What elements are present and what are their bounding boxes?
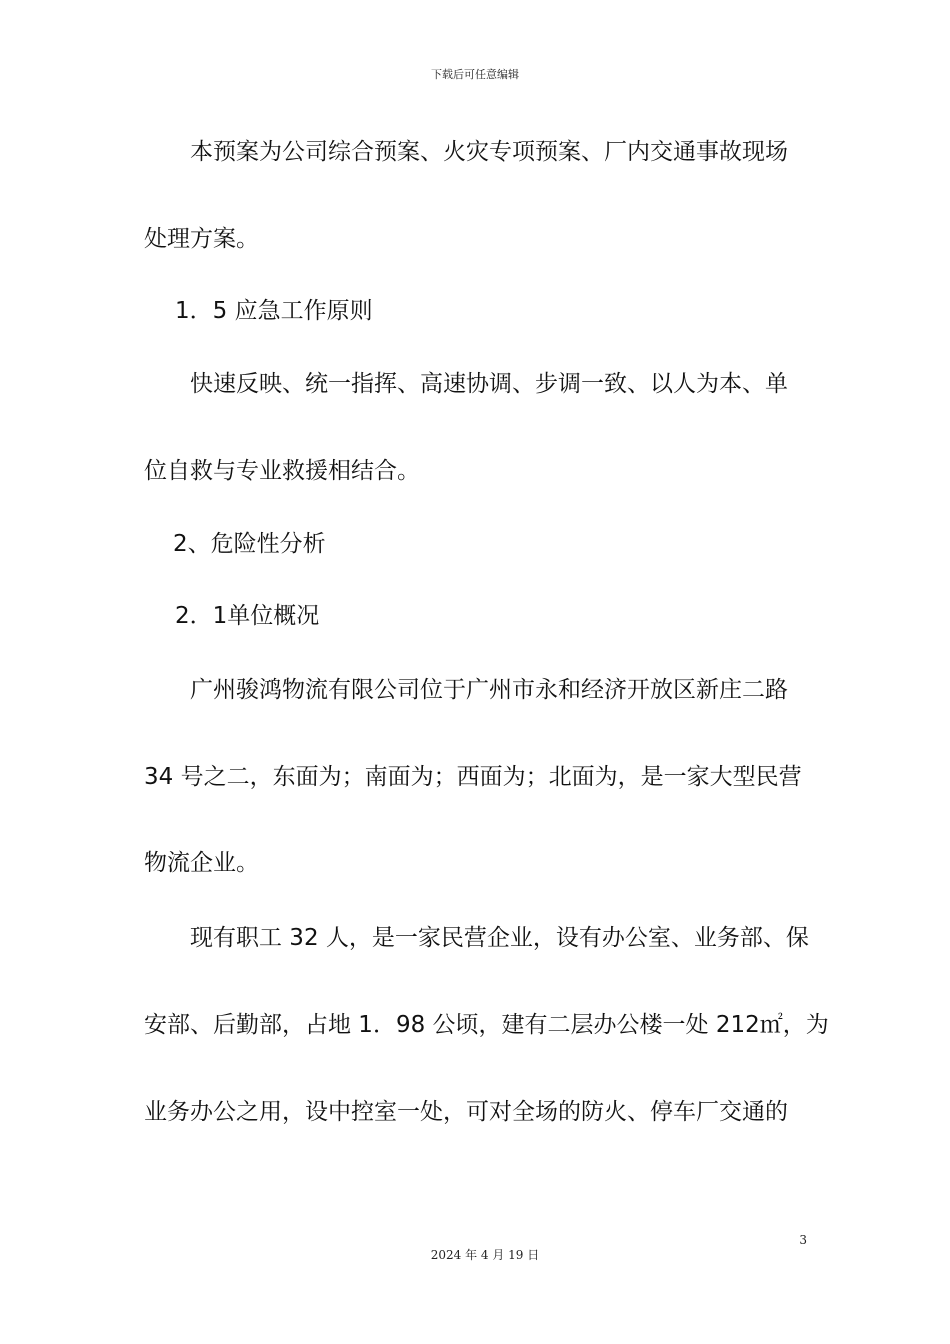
section-heading-2: 2、危险性分析: [173, 531, 326, 557]
paragraph-line-6: 34 号之二，东面为；南面为；西面为；北面为，是一家大型民营: [144, 764, 802, 790]
paragraph-line-5: 广州骏鸿物流有限公司位于广州市永和经济开放区新庄二路: [190, 677, 788, 703]
paragraph-line-3: 快速反映、统一指挥、高速协调、步调一致、以人为本、单: [190, 371, 788, 397]
section-heading-1-5: 1．5 应急工作原则: [175, 298, 373, 324]
paragraph-line-2: 处理方案。: [144, 226, 259, 252]
paragraph-line-4: 位自救与专业救援相结合。: [144, 458, 420, 484]
footer-date: 2024 年 4 月 19 日: [430, 1248, 540, 1262]
paragraph-line-10: 业务办公之用，设中控室一处，可对全场的防火、停车厂交通的: [144, 1099, 788, 1125]
paragraph-line-8: 现有职工 32 人，是一家民营企业，设有办公室、业务部、保: [190, 925, 809, 951]
section-heading-2-1: 2．1单位概况: [175, 603, 320, 629]
paragraph-line-7: 物流企业。: [144, 850, 259, 876]
page-header: 下载后可任意编辑: [431, 68, 519, 81]
paragraph-line-9: 安部、后勤部，占地 1．98 公顷，建有二层办公楼一处 212㎡，为: [144, 1012, 829, 1038]
page-number: 3: [799, 1233, 807, 1247]
paragraph-line-1: 本预案为公司综合预案、火灾专项预案、厂内交通事故现场: [190, 139, 788, 165]
